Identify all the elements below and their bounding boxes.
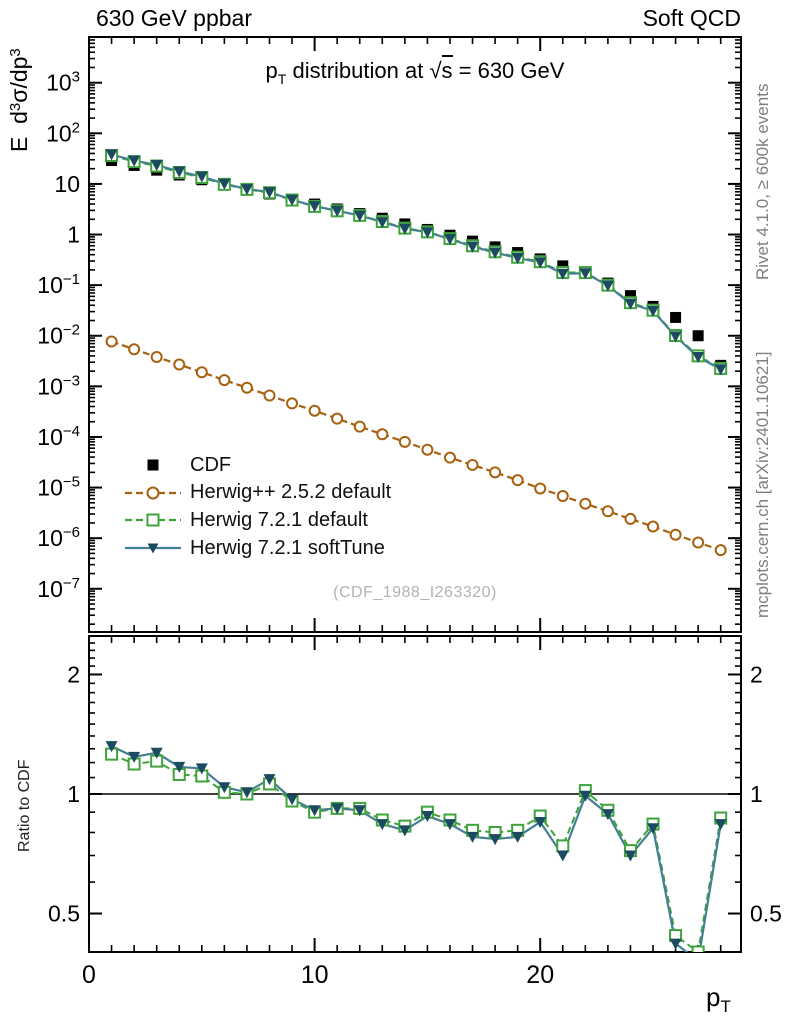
main-y-tick-label: $10^3$ — [46, 68, 80, 96]
legend-sample-circle-open — [125, 481, 181, 505]
legend-item-herwig-7-2-1-softtune — [123, 535, 385, 561]
marker-square-filled — [693, 330, 704, 341]
legend-label: CDF — [190, 453, 232, 476]
beam-energy-label: 630 GeV ppbar — [96, 5, 253, 31]
marker-circle-open — [287, 398, 297, 408]
legend-marker — [148, 487, 159, 498]
ratio-y-axis-label: Ratio to CDF — [16, 759, 33, 852]
legend-sample-square-filled — [125, 453, 181, 477]
main-y-tick-label: $10^{-1}$ — [37, 271, 80, 299]
ratio-y-tick-label-right: 1 — [750, 781, 763, 807]
legend-label: Herwig 7.2.1 default — [190, 508, 368, 531]
marker-circle-open — [716, 545, 726, 555]
legend-item-herwig-2-5-2-default — [123, 480, 391, 506]
markers-cdf — [106, 155, 726, 371]
marker-circle-open — [693, 538, 703, 548]
marker-square-open — [148, 515, 159, 526]
marker-circle-open — [490, 467, 500, 477]
x-tick-label: 10 — [300, 961, 329, 989]
marker-circle-open — [422, 445, 432, 455]
legend-label: Herwig 7.2.1 softTune — [190, 536, 385, 559]
marker-circle-open — [445, 453, 455, 463]
main-y-tick-label: $10^{-2}$ — [37, 321, 80, 349]
main-y-tick-label: $10^{-3}$ — [37, 372, 80, 400]
marker-triangle-down — [692, 956, 704, 967]
x-axis-label — [706, 982, 731, 1017]
mcplots-reference-note: mcplots.cern.ch [arXiv:2401.10621] — [753, 351, 772, 618]
marker-circle-open — [558, 491, 568, 501]
marker-circle-open — [648, 522, 658, 532]
legend-item-herwig-7-2-1-default — [123, 507, 368, 533]
x-tick-label: 0 — [82, 961, 96, 989]
analysis-id-watermark: (CDF_1988_I263320) — [333, 584, 497, 601]
marker-circle-open — [219, 375, 229, 385]
marker-triangle-down — [557, 851, 569, 862]
marker-square-filled — [670, 312, 681, 323]
marker-square-open — [557, 840, 568, 851]
marker-circle-open — [264, 390, 274, 400]
marker-square-open — [693, 947, 704, 958]
process-group-label: Soft QCD — [642, 5, 741, 31]
ratio-y-tick-label: 1 — [67, 781, 80, 807]
main-y-tick-label: $10^2$ — [46, 119, 80, 147]
ylabel-frac: σ/dp — [6, 56, 32, 103]
ratio-y-tick-label: 2 — [67, 661, 80, 688]
main-y-tick-label: $10^{-7}$ — [37, 574, 80, 602]
ratio-y-tick-label: 0.5 — [48, 900, 80, 927]
ratio-panel-series — [89, 741, 741, 967]
marker-circle-open — [197, 367, 207, 377]
title-tail: = 630 GeV — [452, 58, 565, 83]
rivet-version-note: Rivet 4.1.0, ≥ 600k events — [753, 83, 772, 280]
main-y-tick-label: $10^{-6}$ — [37, 524, 80, 552]
main-y-tick-label: $10^{-5}$ — [37, 473, 80, 501]
series-herwig-7-2-1-softtune — [112, 154, 721, 369]
legend-sample-square-open — [125, 508, 181, 532]
ratio-y-tick-label-right: 2 — [750, 661, 763, 688]
legend-sample-triangle-down-filled — [125, 536, 181, 560]
ylabel-E: E — [6, 136, 32, 152]
marker-triangle-down — [715, 819, 727, 830]
marker-circle-open — [152, 352, 162, 362]
marker-circle-open — [671, 530, 681, 540]
marker-circle-open — [603, 506, 613, 516]
series-line — [112, 154, 721, 369]
ylabel-sup2: 3 — [7, 48, 24, 57]
marker-circle-open — [107, 336, 117, 346]
marker-circle-open — [310, 406, 320, 416]
xlabel-base: p — [706, 982, 721, 1012]
ratio-y-tick-label-right: 0.5 — [750, 900, 782, 927]
sqrt-arg: s — [442, 55, 453, 83]
legend-label: Herwig++ 2.5.2 default — [190, 481, 392, 504]
marker-circle-open — [332, 414, 342, 424]
sqrt-sign: √ — [429, 58, 442, 83]
series-line — [112, 155, 721, 368]
marker-circle-open — [355, 422, 365, 432]
legend-item-cdf — [123, 452, 231, 478]
x-tick-label: 20 — [526, 961, 555, 989]
marker-circle-open — [174, 360, 184, 370]
main-y-tick-label: 10 — [54, 170, 80, 197]
marker-circle-open — [377, 429, 387, 439]
legend-marker — [148, 515, 159, 526]
title-base: p — [265, 58, 278, 83]
xlabel-sub: T — [720, 997, 731, 1016]
marker-circle-open — [242, 383, 252, 393]
marker-circle-open — [513, 475, 523, 485]
plot-title — [89, 58, 741, 87]
marker-circle-open — [535, 483, 545, 493]
legend-marker — [148, 460, 159, 471]
series-herwig-7-2-1-default — [112, 155, 721, 368]
marker-circle-open — [468, 460, 478, 470]
title-mid: distribution at — [286, 58, 430, 83]
marker-circle-open — [148, 487, 159, 498]
ylabel-d: d — [6, 111, 32, 124]
ylabel-sup1: 3 — [7, 102, 24, 112]
main-y-tick-label: 1 — [67, 221, 80, 248]
marker-circle-open — [625, 514, 635, 524]
marker-circle-open — [580, 499, 590, 509]
markers-herwig-7-2-1-default — [106, 150, 726, 374]
main-y-axis-label — [6, 48, 33, 152]
main-y-tick-label: $10^{-4}$ — [37, 422, 80, 450]
marker-square-filled — [148, 460, 159, 471]
marker-circle-open — [400, 437, 410, 447]
marker-circle-open — [129, 344, 139, 354]
title-sub: T — [277, 71, 287, 87]
